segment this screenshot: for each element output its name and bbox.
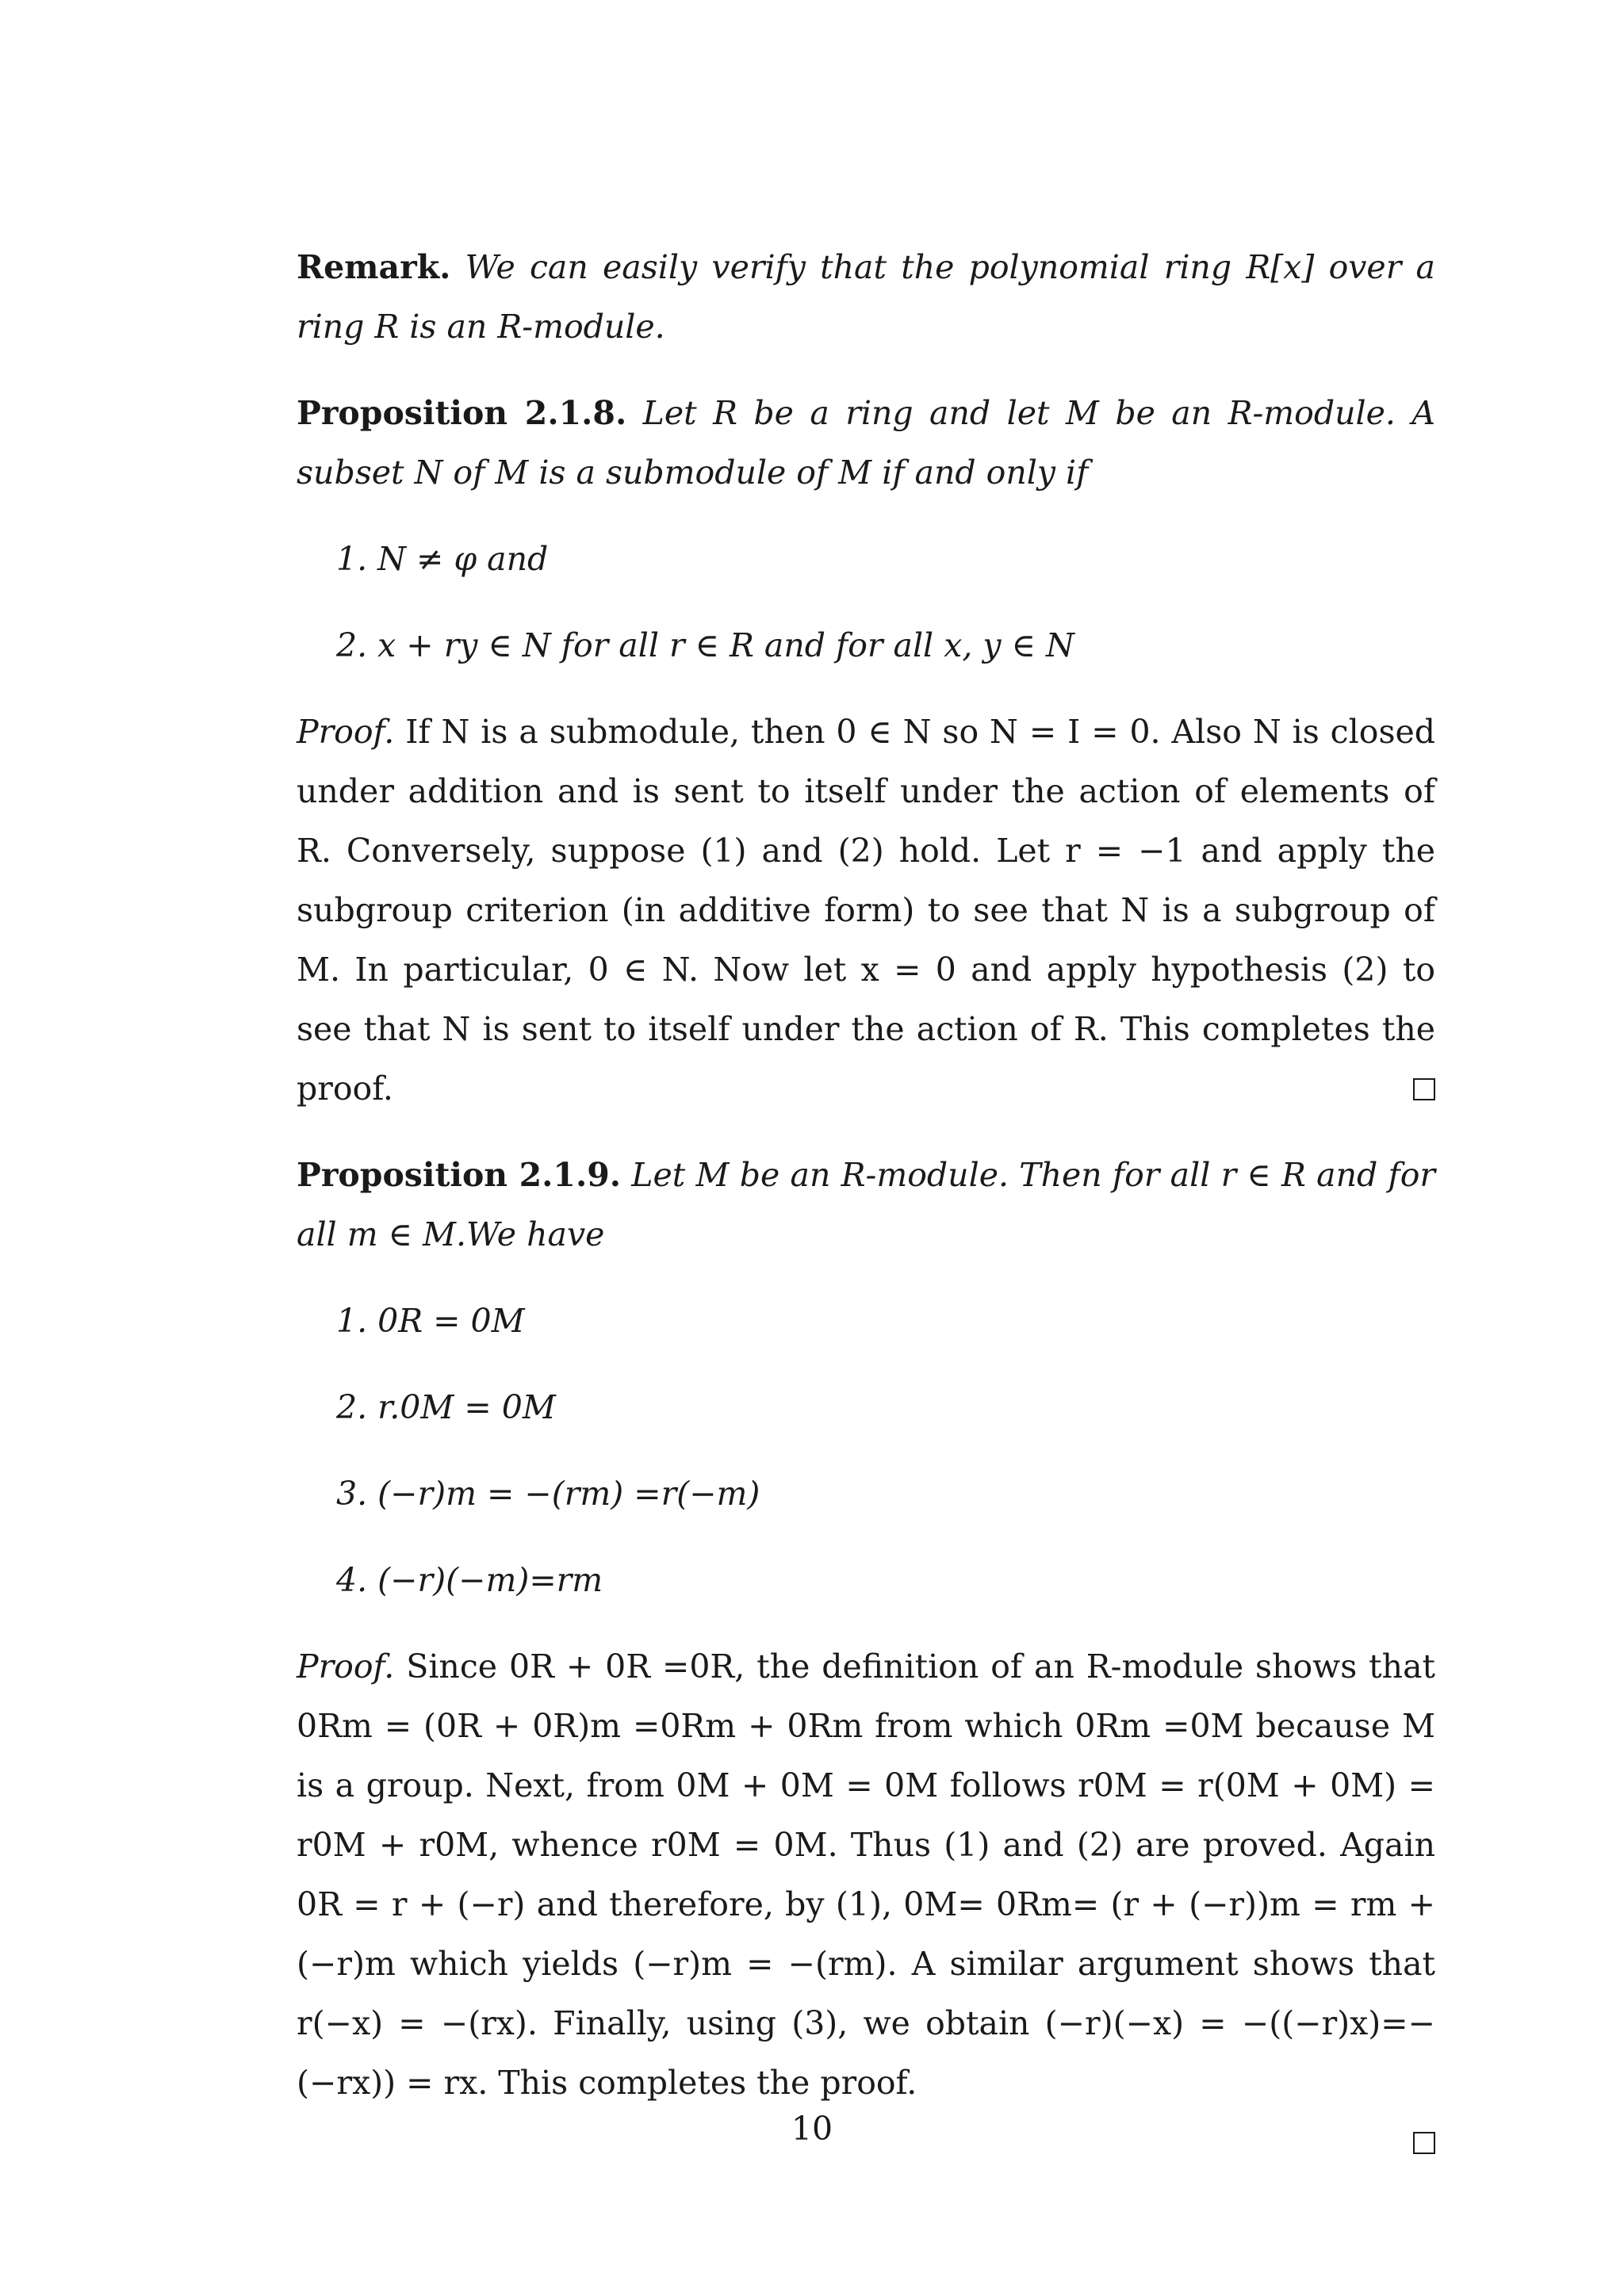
property-item: 2. r.0M = 0M bbox=[336, 1388, 556, 1426]
page-number: 10 bbox=[791, 2110, 833, 2148]
property-item: 3. (−r)m = −(rm) =r(−m) bbox=[336, 1475, 760, 1513]
property-item: 1. 0R = 0M bbox=[336, 1302, 525, 1340]
qed-box-icon bbox=[1413, 1078, 1435, 1100]
condition-item: 1. N ≠ φ and bbox=[336, 540, 549, 578]
property-item: 4. (−r)(−m)=rm bbox=[336, 1561, 603, 1599]
remark-label: Remark. bbox=[297, 248, 451, 286]
proof-text: Since 0R + 0R =0R, the definition of an R-module shows that 0Rm = (0R + 0R)m =0Rm + 0Rm from which 0Rm =0M because M is a group. Next, from 0M + 0M = 0M follows r0M = r(0M + 0M) = r0M + r0M, whence r0M = 0M. Thus (1) and (2) are proved. Again 0R = r + (−r) and therefore, by (1), 0M= 0Rm= (r + (−r))m = rm + (−r)m which yields (−r)m = −(rm). A similar argument shows that r(−x) = −(rx). Finally, using (3), we obtain (−r)(−x) = −((−r)x)=−(−rx)) = rx. This completes the proof. bbox=[297, 1647, 1435, 2102]
proof-2-1-8 bbox=[297, 702, 1435, 1119]
document-body bbox=[297, 238, 1435, 2172]
remark-paragraph bbox=[297, 238, 1435, 357]
condition-item: 2. x + ry ∈ N for all r ∈ R and for all x, y ∈ N bbox=[336, 626, 1074, 664]
proposition-2-1-9-label: Proposition 2.1.9. bbox=[297, 1156, 622, 1194]
proposition-2-1-9-properties bbox=[297, 1292, 1435, 1610]
proof-label: Proof. bbox=[297, 1647, 395, 1686]
proposition-2-1-9-statement: Let M be an R-module. Then for all r ∈ R and for all m ∈ M.We have bbox=[297, 1156, 1435, 1253]
proposition-2-1-9 bbox=[297, 1146, 1435, 1265]
proof-2-1-9 bbox=[297, 1637, 1435, 2113]
proposition-2-1-8-label: Proposition 2.1.8. bbox=[297, 394, 627, 432]
proof-label: Proof. bbox=[297, 713, 395, 751]
proposition-2-1-8-statement: Let R be a ring and let M be an R-module. A subset N of M is a submodule of M if and only if bbox=[297, 394, 1435, 492]
proof-text: If N is a submodule, then 0 ∈ N so N = I = 0. Also N is closed under addition and is sent to itself under the action of elements of R. Conversely, suppose (1) and (2) hold. Let r = −1 and apply the subgroup criterion (in additive form) to see that N is a subgroup of M. In particular, 0 ∈ N. Now let x = 0 and apply hypothesis (2) to see that N is sent to itself under the action of R. This completes the proof. bbox=[297, 713, 1435, 1108]
proposition-2-1-8 bbox=[297, 384, 1435, 503]
proposition-2-1-8-conditions bbox=[297, 530, 1435, 675]
remark-text: We can easily verify that the polynomial ring R[x] over a ring R is an R-module. bbox=[297, 248, 1435, 346]
